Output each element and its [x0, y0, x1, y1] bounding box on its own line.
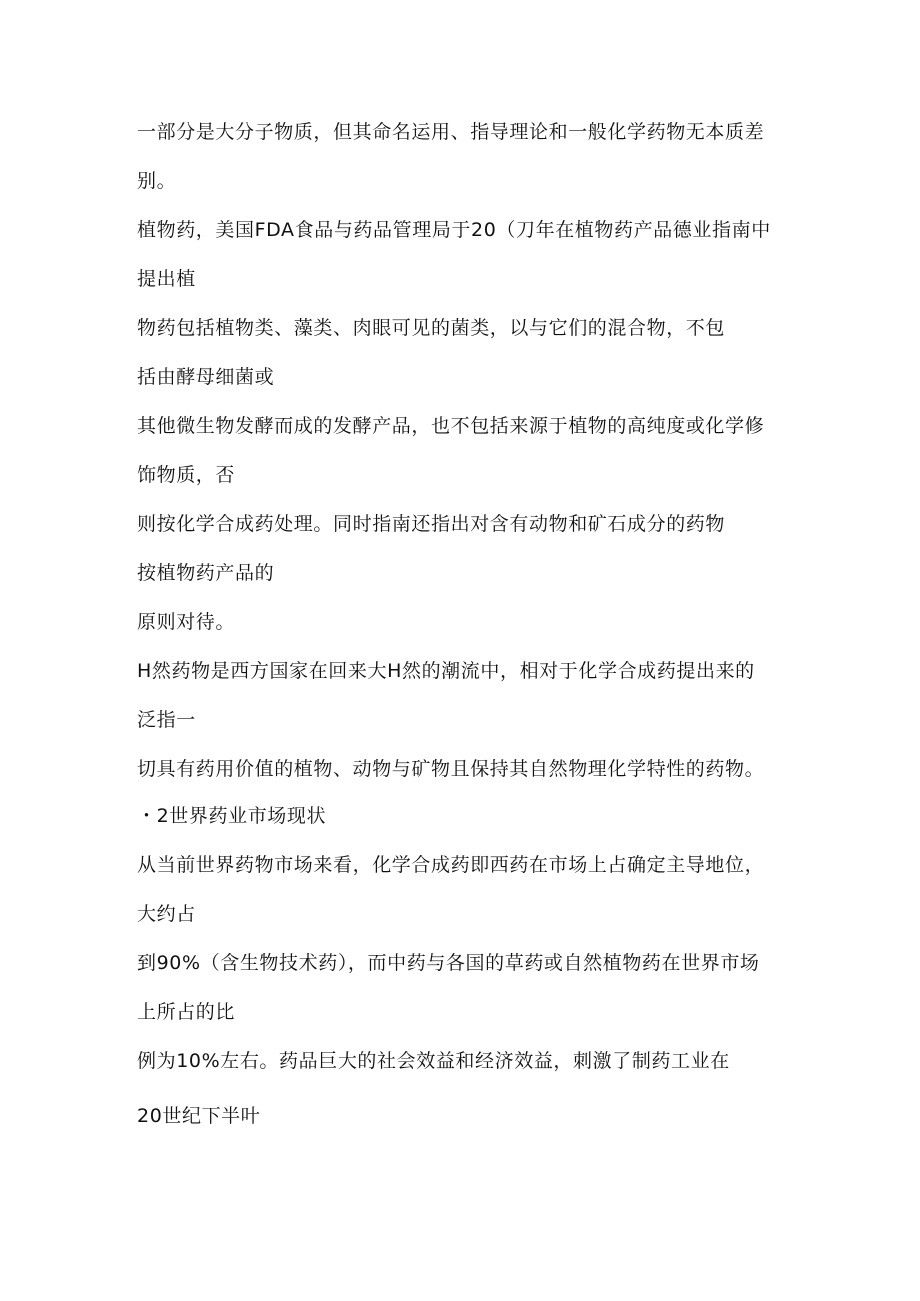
text-line: 上所占的比 — [137, 1001, 236, 1023]
text-line: 20世纪下半叶 — [137, 1105, 261, 1127]
text-line: H然药物是西方国家在回来大H然的潮流中，相对于化学合成药提出来的 — [137, 660, 755, 682]
text-line: 从当前世界药物市场来看，化学合成药即西药在市场上占确定主导地位， — [137, 854, 765, 876]
text-line: 原则对待。 — [137, 611, 236, 633]
text-line: 例为10%左右。药品巨大的社会效益和经济效益，刺激了制药工业在 — [137, 1050, 730, 1072]
text-line: 一部分是大分子物质，但其命名运用、指导理论和一般化学药物无本质差 — [137, 121, 765, 143]
text-line: 切具有药用价值的植物、动物与矿物且保持其自然物理化学特性的药物。 — [137, 758, 765, 780]
text-line: 大约占 — [137, 903, 196, 925]
text-line: 则按化学合成药处理。同时指南还指出对含有动物和矿石成分的药物 — [137, 513, 726, 535]
section-heading: ・2世界药业市场现状 — [137, 805, 327, 827]
text-line: 别。 — [137, 170, 177, 192]
text-line: 其他微生物发酵而成的发酵产品，也不包括来源于植物的高纯度或化学修 — [137, 415, 765, 437]
text-line: 按植物药产品的 — [137, 562, 275, 584]
text-line: 提出植 — [137, 268, 196, 290]
text-line: 到90%（含生物技术药），而中药与各国的草药或自然植物药在世界市场 — [137, 952, 760, 974]
text-line: 植物药，美国FDA食品与药品管理局于20（刀年在植物药产品德业指南中 — [137, 219, 771, 241]
text-line: 物药包括植物类、藻类、肉眼可见的菌类，以与它们的混合物，不包 — [137, 317, 726, 339]
text-line: 括由酵母细菌或 — [137, 366, 275, 388]
text-line: 饰物质，否 — [137, 464, 236, 486]
text-line: 泛指一 — [137, 709, 196, 731]
